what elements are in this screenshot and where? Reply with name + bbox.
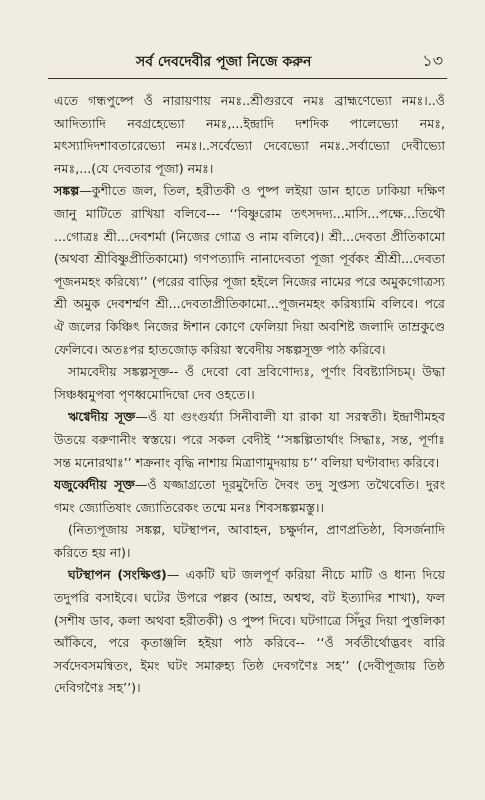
paragraph-rigveda: ঋগ্বেদীয় সূক্ত—ওঁ যা গুংগুর্য্যা সিনীবালী যা রাকা যা সরস্বতী। ইন্দ্রাণীমহব উতয়ে বরুণানীং স্বস্তয়ে। পরে সকল বেদীই ‘‘সঙ্কল্পিতার্থাং সিদ্ধাঃ, সন্ত, পূর্ণাঃ সন্ত মনোরথাঃ’’ শক্রনাং বৃদ্ধি নাশায় মিত্রাণামুদয়ায় চ’’ বলিয়া ঘণ্টাবাদ্য করিবে। bbox=[54, 409, 445, 470]
paragraph-sankalpa: সঙ্কল্প—কুশীতে জল, তিল, হরীতকী ও পুষ্প লইয়া ডান হাতে ঢাকিয়া দক্ষিণ জানু মাটিতে রাখিয়া বলিবে--- ‘‘বিষ্ণুরোম তৎসদদ্য...মাসি...পক্ষে...তিথৌ ...গোত্রঃ শ্রী...দেবশর্মা (নিজের গোত্র ও নাম বলিবে)। শ্রী...দেবতা প্রীতিকামো (অথবা শ্রীবিষ্ণুপ্রীতিকামো) গণপত্যাদি নানাদেবতা পূজা পূর্বকং শ্রীশ্রী...দেবতা পূজনমহং করিষ্যে’’ (পরের বাড়ির পূজা হইলে নিজের নামের পরে অমুকগোত্রস্য শ্রী অমুক দেবশর্ম্মণ শ্রী...দেবতাপ্রীতিকামো...পূজনমহং করিষ্যামি বলিবে। পরে ঐ জলের কিঞ্চিৎ নিজের ঈশান কোণে ফেলিয়া দিয়া অবশিষ্ট জলাদি তাম্রকুণ্ডে ফেলিবে। অতঃপর হাতজোড় করিয়া স্ববেদীয় সঙ্কল্পসূক্ত পাঠ করিবে। bbox=[54, 183, 445, 357]
paragraph-ghatasthapan: ঘটস্থাপন (সংক্ষিপ্ত)— একটি ঘট জলপূর্ণ করিয়া নীচে মাটি ও ধান্য দিয়ে তদুপরি বসাইবে। ঘটের উপরে পল্লব (আম্র, অশ্বত্থ, বট ইত্যাদির শাখা), ফল (সশীষ ডাব, কলা অথবা হরীতকী) ও পুষ্প দিবে। ঘটগাত্রে সিঁদুর দিয়া পুত্তলিকা আঁকিবে, পরে কৃতাঞ্জলি হইয়া পাঠ করিবে-- ‘‘ওঁ সর্বতীর্থোদ্ভবং বারি সর্বদেবসমন্বিতং, ইমং ঘটং সমারুহ্য তিষ্ঠ দেবগণৈঃ সহ’’ (দেবীপূজায় তিষ্ঠ দেবিগণৈঃ সহ’’)। bbox=[54, 567, 445, 696]
running-title: সর্ব দেবদেবীর পূজা নিজে করুন bbox=[136, 54, 312, 70]
page-body bbox=[54, 90, 445, 700]
paragraph-yajurveda: যজুর্ব্বেদীয় সূক্ত—ওঁ যজ্জাগ্রতো দূরমুদৈতি দৈবং তদু সুপ্তস্য তথৈবেতি। দুরং গমং জ্যোতিষাং জ্যোতিরেকং তন্মে মনঃ শিবসঙ্কল্পমস্তু।। bbox=[54, 477, 445, 515]
page-header bbox=[48, 50, 447, 79]
heading-ghatasthapan: ঘটস্থাপন (সংক্ষিপ্ত) bbox=[68, 567, 167, 583]
paragraph-samaveda: সামবেদীয় সঙ্কল্পসূক্ত-- ওঁ দেবো বো দ্রবিণোদ্যঃ, পূর্ণাং বিবষ্ট্যাসিচম্। উদ্ধা সিঞ্চধ্বমুপবা পৃণধ্বমোদিদ্বো দেব ওহতে।। bbox=[54, 364, 445, 402]
paragraph-note: (নিত্যপূজায় সঙ্কল্প, ঘটস্থাপন, আবাহন, চক্ষুর্দান, প্রাণপ্রতিষ্ঠা, বিসর্জনাদি করিতে হয় না)। bbox=[54, 522, 445, 560]
heading-rigveda: ঋগ্বেদীয় সূক্ত bbox=[68, 409, 136, 425]
heading-yajurveda: যজুর্ব্বেদীয় সূক্ত bbox=[54, 477, 135, 493]
page-number: ১৩ bbox=[422, 51, 443, 70]
paragraph-invocation: এতে গন্ধপুষ্পে ওঁ নারায়ণায় নমঃ..শ্রীগুরবে নমঃ ব্রাহ্মণেভ্যো নমঃ।..ওঁ আদিত্যাদি নবগ্রহেভ্যো নমঃ,...ইন্দ্রাদি দশদিক পালেভ্যো নমঃ, মৎস্যাদিদশাবতারেভ্যো নমঃ।..সর্বেভ্যো দেবেভ্যো নমঃ..সর্বাভ্যো দেবীভ্যো নমঃ,...(যে দেবতার পূজা) নমঃ। bbox=[54, 93, 445, 176]
heading-sankalpa: সঙ্কল্প bbox=[54, 183, 80, 199]
